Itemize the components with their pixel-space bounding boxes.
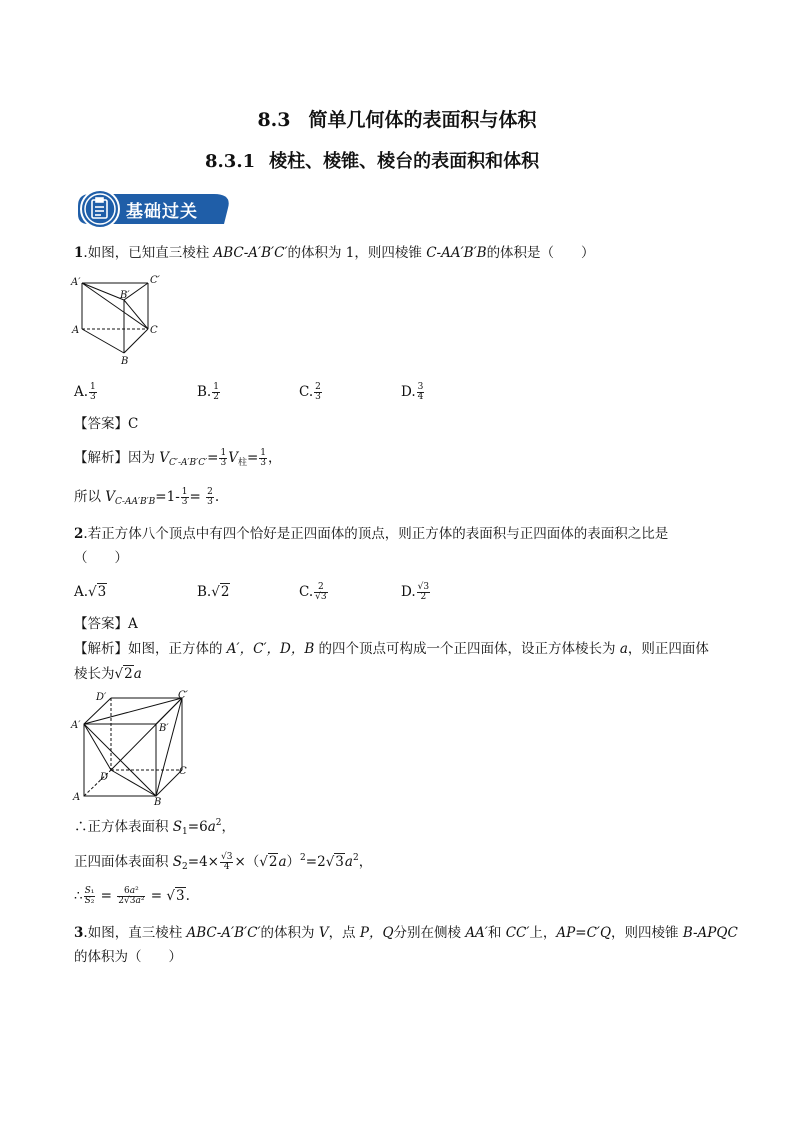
question-number: 1 xyxy=(74,245,84,261)
subsection-title xyxy=(205,147,539,173)
expression: =1- xyxy=(155,489,180,505)
subsection-title-text: 棱柱、棱锥、棱台的表面积和体积 xyxy=(269,151,540,172)
question-2-stem-line2: （ ） xyxy=(74,550,128,566)
question-2-options xyxy=(74,582,474,606)
question-2-analysis-line1: 【解析】如图，正方体的 A′，C′，D，B 的四个顶点可构成一个正四面体，设正方体棱长为 a，则正四面体 xyxy=(74,641,709,657)
banner-label: 基础过关 xyxy=(126,202,198,222)
fraction: $\frac{1}{2}$ xyxy=(213,382,219,402)
vertex-label: A xyxy=(72,325,80,336)
option-a: A. $\frac{1}{3}$ xyxy=(74,382,96,402)
option-d: D. $\frac{√3}{2}$ xyxy=(401,582,430,602)
question-2-tetra-area: 正四面体表面积 $S_2=4\times$ $\frac{√3}{4}$ $\times(√2a)^2=2√3a^2$， xyxy=(74,852,373,872)
question-1-conclusion: 所以 $V_{C-AA'B'B}=1-$ $\frac{1}{3}$ = $\frac{2}{3}$ . xyxy=(74,487,220,507)
fraction: $\frac{3}{4}$ xyxy=(417,382,424,402)
question-2-cube-area: ∴正方体表面积 $S_1=6a^2$， xyxy=(74,818,235,837)
question-1-stem xyxy=(74,243,595,263)
analysis-label: 【解析】 xyxy=(74,450,128,466)
question-1-analysis: 【解析】因为 $V_{C'-A'B'C'}=$ $\frac{1}{3}$ $V_柱=$ $\frac{1}{3}$ ， xyxy=(74,448,282,468)
question-3-stem-line1: 3.如图，直三棱柱 ABC-A′B′C′的体积为 V，点 P，Q分别在侧棱 AA′和 CC′上，AP=C′Q，则四棱锥 B-APQC xyxy=(74,925,738,941)
vertex-label: A xyxy=(73,792,81,803)
pyramid-name: C-AA′B′B xyxy=(426,245,487,261)
stem-text: .如图，已知直三棱柱 xyxy=(83,245,214,261)
vertex-label: C xyxy=(150,325,158,336)
vertex-label: A′ xyxy=(71,277,81,288)
section-title-text: 简单几何体的表面积与体积 xyxy=(308,109,537,131)
stem-text: 的体积是（ ） xyxy=(486,245,595,261)
stem-text: 的体积为 1，则四棱锥 xyxy=(287,245,427,261)
question-2-answer: 【答案】A xyxy=(74,616,138,632)
vertex-label: B xyxy=(121,356,129,366)
question-1-options xyxy=(74,382,474,406)
option-b: B. $\frac{1}{2}$ xyxy=(197,382,219,402)
vertex-label: C′ xyxy=(150,275,160,286)
vertex-label: B′ xyxy=(159,723,169,734)
question-number: 2 xyxy=(74,526,84,542)
analysis-text: 所以 xyxy=(74,489,106,505)
prism-name: ABC-A′B′C′ xyxy=(213,245,288,261)
question-1-answer: 【答案】C xyxy=(74,416,139,432)
fraction: $\frac{1}{3}$ xyxy=(90,382,96,402)
vertex-label: C xyxy=(179,766,187,777)
section-title xyxy=(0,105,794,132)
option-d: D. $\frac{3}{4}$ xyxy=(401,382,424,402)
subscript: C-AA′B′B xyxy=(115,497,156,507)
option-b: B.√2 xyxy=(197,584,230,600)
subscript: 柱 xyxy=(237,458,247,468)
option-c: C. $\frac{2}{3}$ xyxy=(299,382,321,402)
section-number: 8.3 xyxy=(257,109,291,131)
question-number: 3 xyxy=(74,925,84,941)
question-2-analysis-line2: 棱长为√2a xyxy=(74,666,142,682)
prism-figure xyxy=(68,270,168,366)
stem-text: .若正方体八个顶点中有四个恰好是正四面体的顶点，则正方体的表面积与正四面体的表面积之比是 xyxy=(83,526,669,542)
cube-figure xyxy=(66,688,196,806)
vertex-label: A′ xyxy=(71,720,81,731)
question-2-ratio: ∴ $\frac{\text{S₁}}{\text{S₂}}$ = $\frac{\text{6a²}}{\text{2√3a²}}$ = √3. xyxy=(74,886,190,906)
vertex-label: B′ xyxy=(120,290,130,301)
option-c: C. $\frac{2}{√3}$ xyxy=(299,582,327,602)
subscript: C′-A′B′C′ xyxy=(169,458,208,468)
vertex-label: B xyxy=(154,797,162,806)
vertex-label: C′ xyxy=(178,690,188,701)
section-banner xyxy=(74,188,232,230)
subsection-number: 8.3.1 xyxy=(205,151,256,172)
option-a: A.√3 xyxy=(74,584,107,600)
vertex-label: D′ xyxy=(96,692,107,703)
fraction: $\frac{2}{3}$ xyxy=(315,382,321,402)
question-3-stem-line2: 的体积为（ ） xyxy=(74,949,182,965)
analysis-text: 因为 xyxy=(128,450,160,466)
vertex-label: D xyxy=(100,772,109,783)
question-2-stem-line1 xyxy=(74,524,668,544)
